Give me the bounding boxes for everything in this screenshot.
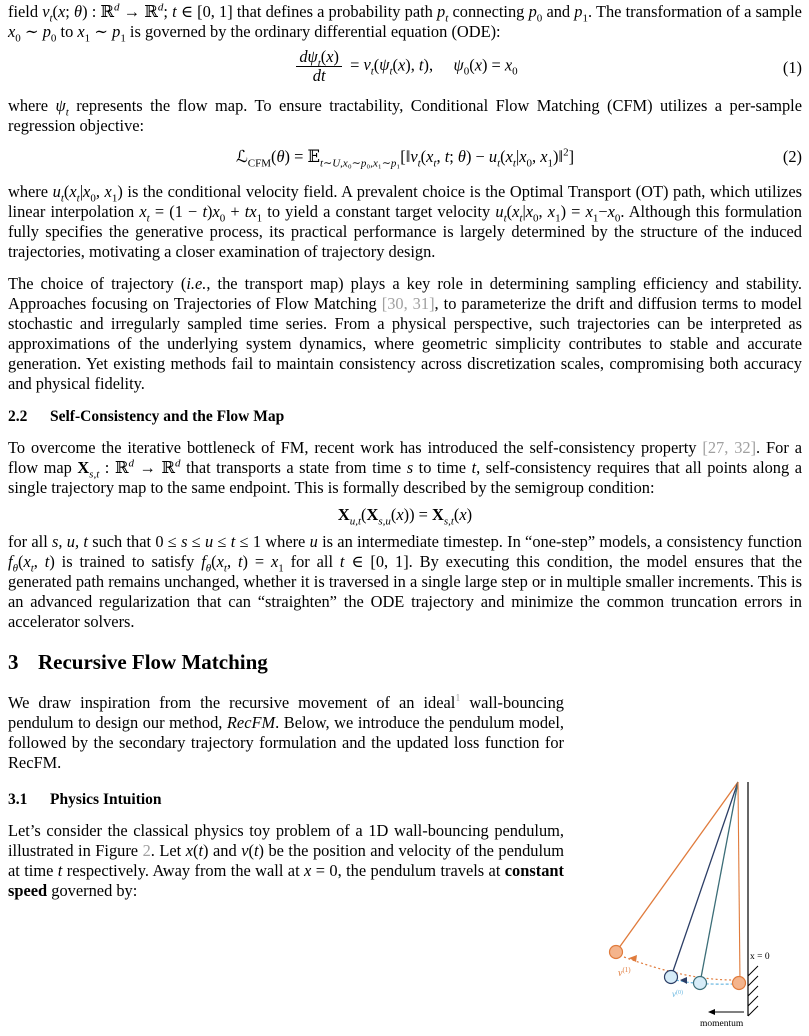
figure-reference[interactable]: 2 (142, 841, 151, 860)
paragraph-trajectory-choice: The choice of trajectory (i.e., the transport map) plays a key role in determining sampling efficiency and stability. Approaches focusing on Trajectories of Flow Matching [30, 31], to parameterize the drift and diffusion terms to model stochastic and irregularly sampled time series. From a physical perspective, such trajectories can be interpreted as approximations of the underlying system dynamics, where geometric simplicity contributes to stable and accurate generation. Yet existing methods fail to maintain consistency across discretization scales, compromising both accuracy and physical fidelity. (8, 274, 802, 393)
pendulum-string-orange (616, 782, 738, 952)
bob-orange-right (733, 977, 746, 990)
section-heading-3-1: 3.1 Physics Intuition (8, 791, 162, 808)
equation-semigroup: $X_{u,t}(X_{s,u}(x)) = X_{s,t}(x)$ (337, 505, 473, 528)
wall-label: x = 0 (750, 952, 770, 962)
paragraph-self-consistency: To overcome the iterative bottleneck of FM, recent work has introduced the self-consistency property [27, 32]. For a flow map $X_{s,t}$ : ℝ$^d$ → ℝ$^d$ that transports a state from time s to time t, self-consistency requires that all points along a single trajectory map to the same endpoint. This is formally described by the semigroup condition: (8, 438, 802, 497)
v0-label: $v^{(0)}$ (672, 989, 683, 999)
bob-navy (665, 971, 678, 984)
pendulum-string-right (738, 782, 740, 983)
v1-label: $v^{(1)}$ (618, 966, 631, 979)
section-heading-2-2: 2.2 Self-Consistency and the Flow Map (8, 408, 285, 425)
equation-2-number: (2) (782, 147, 802, 166)
bob-teal (694, 977, 707, 990)
section-heading-3: 3 Recursive Flow Matching (8, 650, 268, 674)
paper-page (8, 0, 802, 901)
pendulum-figure (596, 780, 806, 1031)
paragraph-flow-definition: field $v_t(x$; θ) : ℝ$^d$ → ℝ$^d$; t ∈ [0, 1] that defines a probability path $p_t$ connecting $p_0$ and $p_1$. The transformation of a sample $x_0$ ∼ $p_0$ to $x_1$ ∼ $p_1$ is governed by the ordinary differential equation (ODE): (8, 1, 802, 45)
paragraph-recfm-intro: We draw inspiration from the recursive movement of an ideal$^1$ wall-bouncing pendulum to design our method, RecFM. Below, we introduce the pendulum model, followed by the secondary trajectory formulation and the updated loss function for RecFM. (8, 693, 564, 772)
pendulum-string-navy (671, 782, 738, 977)
footnote-marker[interactable]: 1 (455, 693, 461, 704)
paragraph-physics-intuition: Let’s consider the classical physics toy problem of a 1D wall-bouncing pendulum, illustrated in Figure 2. Let x(t) and v(t) be the position and velocity of the pendulum at time t respectively. Away from the wall at x = 0, the pendulum travels at constant speed governed by: (8, 821, 564, 900)
equation-1: $\frac{d\psi_t(x)}{dt}$ = $v_t(\psi_t(x)$, t), $\psi_0(x) = x_0$ (1) (8, 42, 802, 88)
bob-orange-left (610, 946, 623, 959)
momentum-label: momentum (700, 1019, 744, 1029)
equation-2: ℒ$_{CFM}$(θ) = $𝔼_{t\sim U,x_0\sim p_0,x_1\sim p_1}[‖v_t(x_t$, t; $\theta) - u_t(x_t|x_0$, $x_1)‖^2$] (2) (235, 146, 802, 170)
citation[interactable]: [30, 31] (381, 294, 435, 313)
citation[interactable]: [27, 32] (702, 438, 757, 457)
equation-1-number: (1) (782, 58, 802, 77)
paragraph-conditional-velocity: where $u_t(x_t|x_0$, $x_1$) is the conditional velocity field. A prevalent choice is the Optimal Transport (OT) path, which utilizes linear interpolation $x_t = (1 - t)x_0 + tx_1$ to yield a constant target velocity $u_t(x_t|x_0$, $x_1) = x_1-x_0$. Although this formulation fully specifies the generative process, its practical performance is largely determined by the structure of the induced trajectories, motivating a closer examination of trajectory design. (8, 182, 802, 261)
paragraph-flow-map: where $\psi_t$ represents the flow map. To ensure tractability, Conditional Flow Matching (CFM) utilizes a per-sample regression objective: (8, 96, 802, 135)
trajectory-v1 (624, 957, 733, 980)
wall-hatching (748, 966, 758, 1016)
paragraph-consistency-function: for all s, u, t such that 0 ≤ s ≤ u ≤ t ≤ 1 where u is an intermediate timestep. In “one-step” models, a consistency function $f_\theta(x_t$, t) is trained to satisfy $f_\theta(x_t$, $t) = x_1$ for all t ∈ [0, 1]. By executing this condition, the model ensures that the generated path remains unchanged, whether it is traversed in a single large step or in multiple smaller increments. This is an advanced regularization that can “straighten” the ODE trajectory and minimize the common truncation errors in accelerator solvers. (8, 532, 802, 631)
pendulum-string-teal (700, 782, 738, 983)
